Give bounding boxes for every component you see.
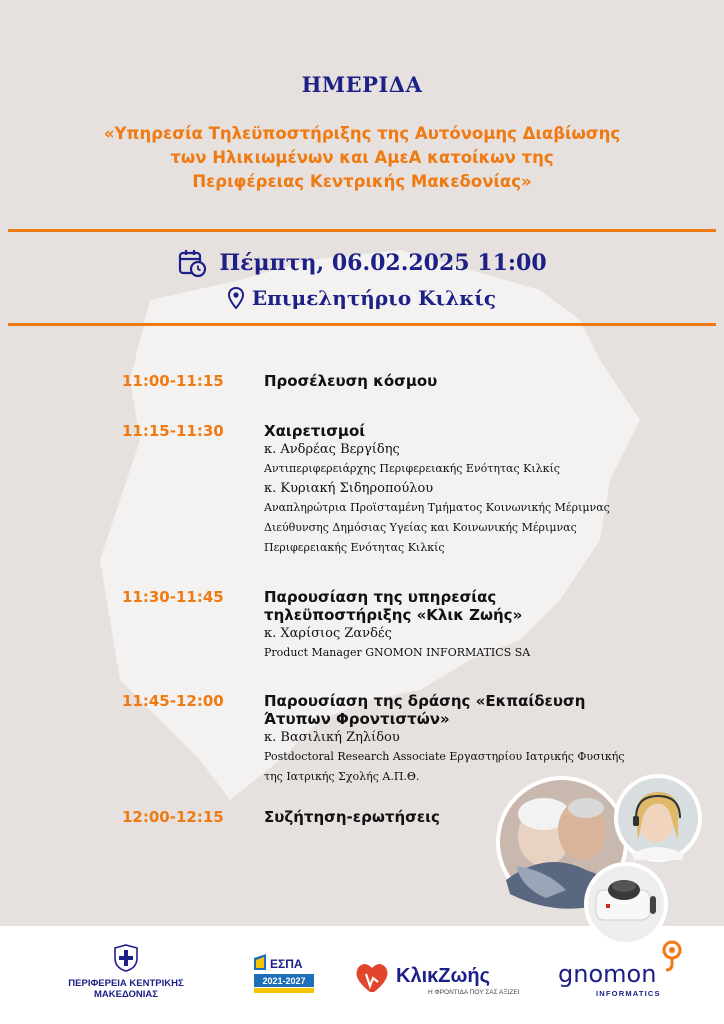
klik-zois-tagline: Η ΦΡΟΝΤΙΔΑ ΠΟΥ ΣΑΣ ΑΞΙΖΕΙ — [428, 989, 520, 996]
agenda-time: 11:45-12:00 — [122, 692, 224, 710]
gnomon-sub: INFORMATICS — [596, 989, 661, 998]
session-title: Παρουσίαση της υπηρεσίας — [264, 588, 497, 606]
session-title: Συζήτηση-ερωτήσεις — [264, 808, 440, 826]
subtitle-line: Περιφέρειας Κεντρικής Μακεδονίας» — [192, 172, 532, 191]
speaker-role: Αναπληρώτρια Προϊσταμένη Τμήματος Κοινωνικής Μέριμνας — [264, 501, 610, 514]
session-title: Παρουσίαση της δράσης «Εκπαίδευση — [264, 692, 586, 710]
agenda-time: 11:00-11:15 — [122, 372, 224, 390]
event-title: ΗΜΕΡΙΔΑ — [301, 72, 423, 97]
event-venue-row — [0, 286, 724, 310]
speaker-role: Αντιπεριφερειάρχης Περιφερειακής Ενότητας Κιλκίς — [264, 462, 560, 475]
session-title: Χαιρετισμοί — [264, 422, 366, 440]
event-date-row — [0, 248, 724, 278]
map-pin-icon — [228, 287, 244, 309]
agenda-time: 11:30-11:45 — [122, 588, 224, 606]
speaker-name: κ. Βασιλική Ζηλίδου — [264, 730, 400, 745]
agenda-time: 11:15-11:30 — [122, 422, 224, 440]
alarm-device-photo — [584, 862, 668, 946]
subtitle-line: «Υπηρεσία Τηλεϋποστήριξης της Αυτόνομης Διαβίωσης — [103, 124, 621, 143]
agenda-details — [264, 372, 684, 390]
agenda-details — [264, 422, 684, 558]
event-date: Πέμπτη, 06.02.2025 11:00 — [219, 250, 547, 276]
espa-years: 2021-2027 — [262, 976, 306, 986]
call-center-agent-photo — [614, 774, 702, 862]
calendar-clock-icon — [177, 248, 207, 278]
agenda-details — [264, 588, 684, 663]
speaker-role: Περιφερειακής Ενότητας Κιλκίς — [264, 541, 445, 554]
speaker-role: Postdoctoral Research Associate Εργαστηρίου Ιατρικής Φυσικής — [264, 750, 625, 763]
agenda-time: 12:00-12:15 — [122, 808, 224, 826]
session-title: τηλεϋποστήριξης «Κλικ Ζωής» — [264, 606, 523, 624]
event-venue: Επιμελητήριο Κιλκίς — [251, 286, 497, 310]
session-title: Άτυπων Φροντιστών» — [264, 710, 450, 728]
divider-bottom — [8, 323, 716, 326]
speaker-role: Διεύθυνσης Δημόσιας Υγείας και Κοινωνικής Μέριμνας — [264, 521, 577, 534]
speaker-role: της Ιατρικής Σχολής Α.Π.Θ. — [264, 770, 420, 783]
espa-title: ΕΣΠΑ — [270, 957, 303, 971]
divider-top — [8, 229, 716, 232]
speaker-name: κ. Χαρίσιος Ζανδές — [264, 626, 392, 641]
logo-region-text: ΠΕΡΙΦΕΡΕΙΑ ΚΕΝΤΡΙΚΗΣ ΜΑΚΕΔΟΝΙΑΣ — [68, 978, 184, 1000]
event-subtitle — [40, 122, 684, 194]
gnomon-name: gnomon — [558, 960, 657, 988]
speaker-name: κ. Κυριακή Σιδηροπούλου — [264, 481, 434, 496]
photo-collage — [486, 770, 716, 950]
speaker-role: Product Manager GNOMON INFORMATICS SA — [264, 646, 531, 659]
klik-zois-name: ΚλικΖωής — [396, 965, 491, 987]
subtitle-line: των Ηλικιωμένων και ΑμεΑ κατοίκων της — [170, 148, 554, 167]
session-title: Προσέλευση κόσμου — [264, 372, 438, 390]
speaker-name: κ. Ανδρέας Βεργίδης — [264, 442, 400, 457]
